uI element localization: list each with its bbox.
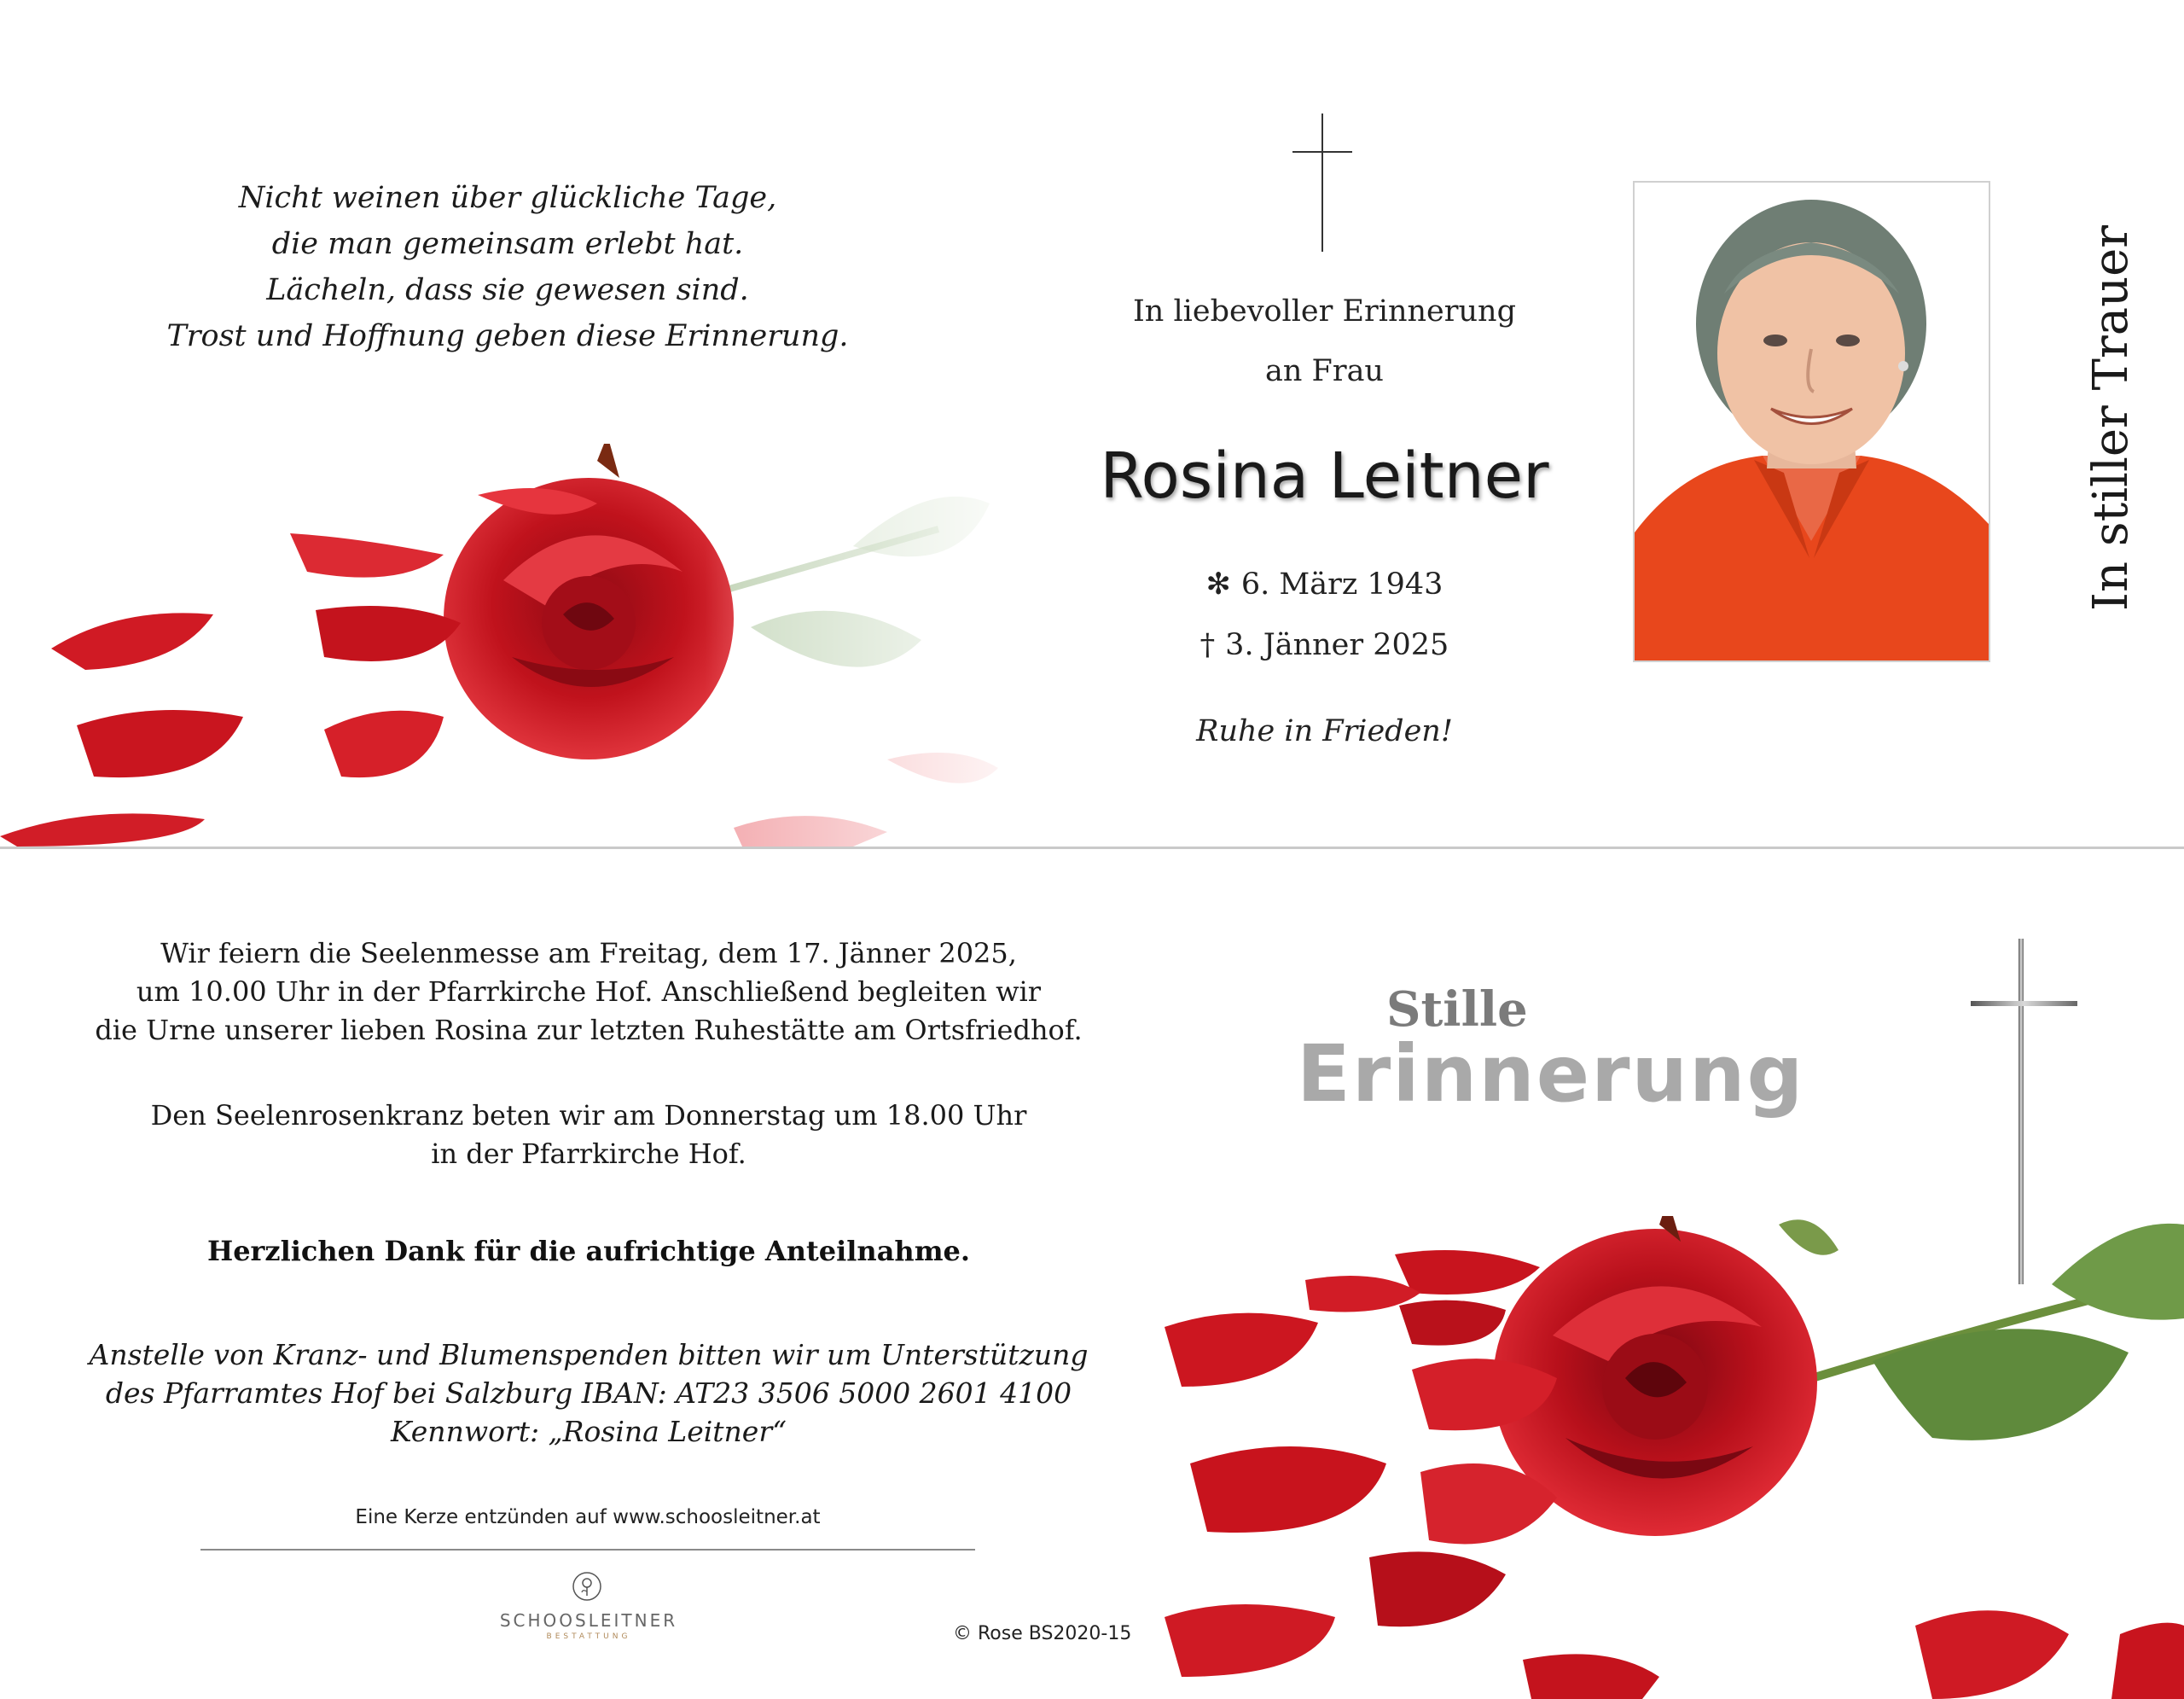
poem-line: Trost und Hoffnung geben diese Erinnerung. [166,319,849,353]
poem-line: die man gemeinsam erlebt hat. [271,227,744,261]
rosary-line: Den Seelenrosenkranz beten wir am Donnerstag um 18.00 Uhr [150,1099,1027,1132]
divider-line [200,1549,975,1551]
in-mourning-vertical-text: In stiller Trauer [2083,224,2139,612]
front-panel [0,0,2184,849]
donation-line: Anstelle von Kranz- und Blumenspenden bitten wir um Unterstützung [89,1338,1089,1371]
rose-logo-icon [572,1571,602,1602]
service-line: um 10.00 Uhr in der Pfarrkirche Hof. Anschließend begleiten wir [136,975,1042,1008]
rose-petals-image-faded [0,444,1007,847]
title-erinnerung: Erinnerung [1297,1028,1805,1120]
red-rose-image [1165,1216,2184,1699]
death-date-row [1066,628,1583,662]
thanks-text: Herzlichen Dank für die aufrichtige Anteilnahme. [206,1235,971,1267]
poem [136,175,879,359]
birth-date: 6. März 1943 [1240,567,1443,602]
title-stille: Stille [1386,981,1528,1038]
donation-line: Kennwort: „Rosina Leitner“ [391,1415,787,1448]
rest-in-peace-text: Ruhe in Frieden! [1196,714,1453,748]
deceased-name: Rosina Leitner [1100,439,1549,513]
poem-line: Lächeln, dass sie gewesen sind. [266,273,749,307]
copyright-text: © Rose BS2020-15 [953,1623,1132,1644]
rosary-line: in der Pfarrkirche Hof. [431,1138,746,1170]
death-date: 3. Jänner 2025 [1225,628,1449,662]
memory-intro: In liebevoller Erinnerung [1132,294,1516,329]
birth-date-row [1066,567,1583,602]
funeral-home-subtitle: BESTATTUNG [546,1632,631,1641]
service-announcement [77,934,1101,1050]
poem-line: Nicht weinen über glückliche Tage, [238,181,777,215]
memory-sub: an Frau [1265,354,1384,388]
rosary-announcement [77,1097,1101,1173]
candle-link-text: Eine Kerze entzünden auf www.schoosleitner.at [355,1506,821,1528]
birth-star-icon: ✻ [1205,567,1231,602]
funeral-home-name: SCHOOSLEITNER [499,1610,678,1631]
donation-request [77,1335,1101,1451]
service-line: Wir feiern die Seelenmesse am Freitag, dem 17. Jänner 2025, [160,937,1017,969]
death-dagger-icon: † [1199,628,1216,662]
portrait-photo [1633,181,1990,662]
cross-icon [1292,113,1352,252]
inner-panel [0,849,2184,1699]
service-line: die Urne unserer lieben Rosina zur letzten Ruhestätte am Ortsfriedhof. [95,1014,1083,1046]
donation-line: des Pfarramtes Hof bei Salzburg IBAN: AT23 3506 5000 2601 4100 [105,1376,1072,1410]
